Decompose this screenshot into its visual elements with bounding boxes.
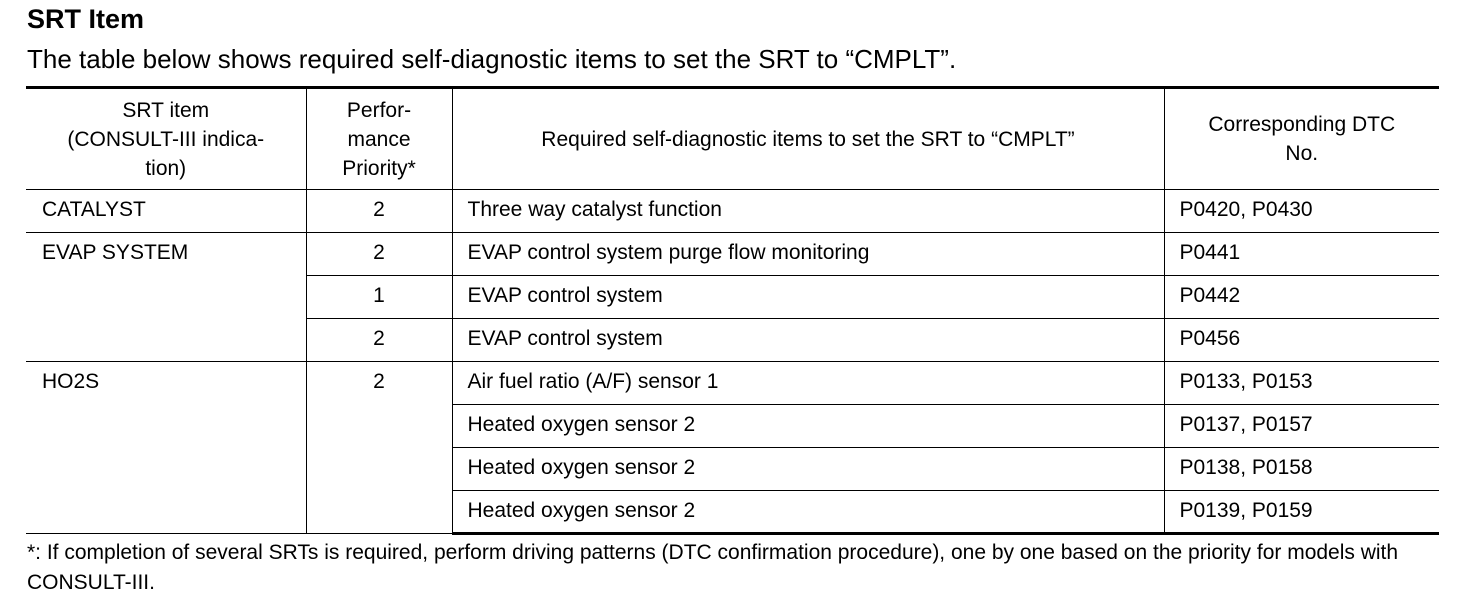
- priority-cell: 2: [306, 233, 452, 276]
- required-item-cell: Heated oxygen sensor 2: [452, 448, 1164, 491]
- dtc-cell: P0420, P0430: [1164, 190, 1439, 233]
- required-item-cell: Three way catalyst function: [452, 190, 1164, 233]
- table-row: [26, 233, 1439, 276]
- dtc-cell: P0442: [1164, 276, 1439, 319]
- required-item-cell: EVAP control system: [452, 319, 1164, 362]
- table-header-row: [26, 88, 1439, 190]
- table-row: [26, 190, 1439, 233]
- page-subtitle: The table below shows required self-diagnostic items to set the SRT to “CMPLT”.: [27, 44, 957, 74]
- required-item-cell: EVAP control system purge flow monitoring: [452, 233, 1164, 276]
- table-row: [26, 362, 1439, 405]
- required-item-cell: EVAP control system: [452, 276, 1164, 319]
- required-item-cell: Heated oxygen sensor 2: [452, 491, 1164, 534]
- required-item-cell: Heated oxygen sensor 2: [452, 405, 1164, 448]
- header-srt-item: SRT item (CONSULT-III indica- tion): [26, 88, 306, 190]
- dtc-cell: P0133, P0153: [1164, 362, 1439, 405]
- srt-table: [26, 86, 1439, 535]
- header-dtc: Corresponding DTC No.: [1164, 88, 1439, 190]
- dtc-cell: P0139, P0159: [1164, 491, 1439, 534]
- dtc-cell: P0456: [1164, 319, 1439, 362]
- srt-item-cell: CATALYST: [26, 190, 306, 233]
- dtc-cell: P0137, P0157: [1164, 405, 1439, 448]
- header-performance-priority: Perfor- mance Priority*: [306, 88, 452, 190]
- required-item-cell: Air fuel ratio (A/F) sensor 1: [452, 362, 1164, 405]
- header-required-items: Required self-diagnostic items to set the SRT to “CMPLT”: [452, 88, 1164, 190]
- footnote: *: If completion of several SRTs is required, perform driving patterns (DTC confirmation procedure), one by one based on the priority for models with CONSULT-III.: [27, 541, 1399, 594]
- page-title: SRT Item: [27, 4, 145, 34]
- priority-cell: 2: [306, 319, 452, 362]
- srt-item-cell: HO2S: [26, 362, 306, 534]
- priority-cell: 1: [306, 276, 452, 319]
- priority-cell: 2: [306, 362, 452, 534]
- priority-cell: 2: [306, 190, 452, 233]
- dtc-cell: P0138, P0158: [1164, 448, 1439, 491]
- srt-item-cell: EVAP SYSTEM: [26, 233, 306, 362]
- dtc-cell: P0441: [1164, 233, 1439, 276]
